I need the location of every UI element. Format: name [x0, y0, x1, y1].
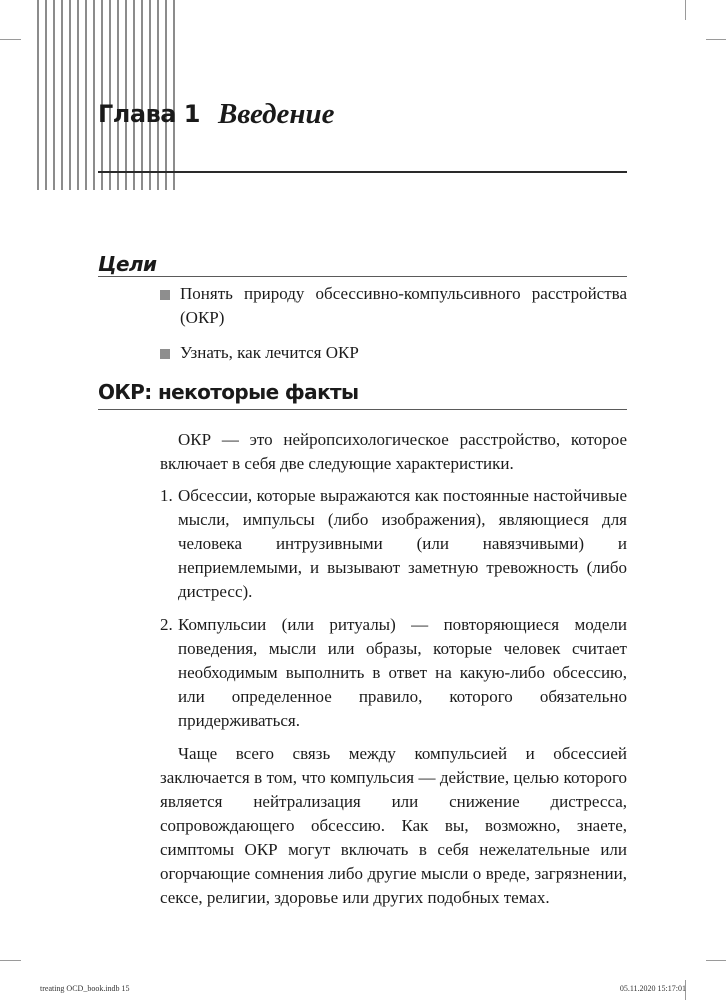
crop-mark [0, 960, 21, 961]
chapter-title: Введение [218, 98, 335, 130]
list-text: Обсессии, которые выражаются как постоянные настойчивые мысли, импульсы (либо изображения), являющиеся для человека интрузивными (или навязчивыми) и неприемлемыми, и вызывают заметную тревожность (либо дистресс). [178, 486, 627, 601]
chapter-label: Глава 1 [98, 100, 201, 128]
facts-rule [98, 409, 627, 410]
goals-rule [98, 276, 627, 277]
chapter-rule [98, 171, 627, 173]
crop-mark [706, 960, 726, 961]
facts-list [160, 484, 627, 733]
slug-datetime: 05.11.2020 15:17:01 [619, 984, 686, 993]
list-number: 2. [160, 615, 173, 634]
facts-list-item [160, 613, 627, 733]
crop-mark [685, 0, 686, 20]
goal-item [160, 282, 627, 330]
crop-mark [706, 39, 726, 40]
square-bullet-icon [160, 290, 170, 300]
facts-heading: ОКР: некоторые факты [98, 380, 359, 404]
facts-closing: Чаще всего связь между компульсией и обсессией заключается в том, что компульсия — действие, целью которого является нейтрализация или снижение дистресса, сопровождающего обсессию. Как вы, возможно, знаете, симптомы ОКР могут включать в себя нежелательные или огорчающие сомнения либо другие мысли о вреде, загрязнении, сексе, религии, здоровье или других подобных темах. [160, 744, 627, 907]
slug-filename: treating OCD_book.indb 15 [40, 984, 130, 993]
list-text: Компульсии (или ритуалы) — повторяющиеся модели поведения, мысли или образы, которые человек считает необходимым выполнить в ответ на какую-либо обсессию, или определенное правило, которого обязательно придерживаться. [178, 615, 627, 730]
crop-mark [0, 39, 21, 40]
facts-body [160, 428, 627, 910]
facts-intro: ОКР — это нейропсихологическое расстройство, которое включает в себя две следующие характеристики. [160, 430, 627, 473]
goals-list [160, 282, 627, 376]
square-bullet-icon [160, 349, 170, 359]
list-number: 1. [160, 486, 173, 505]
goal-text: Узнать, как лечится ОКР [180, 343, 359, 362]
goals-heading: Цели [98, 252, 157, 276]
facts-list-item [160, 484, 627, 604]
goal-item [160, 341, 627, 365]
chapter-stripes-decoration [37, 0, 177, 190]
goal-text: Понять природу обсессивно-компульсивного расстройства (ОКР) [180, 284, 627, 327]
